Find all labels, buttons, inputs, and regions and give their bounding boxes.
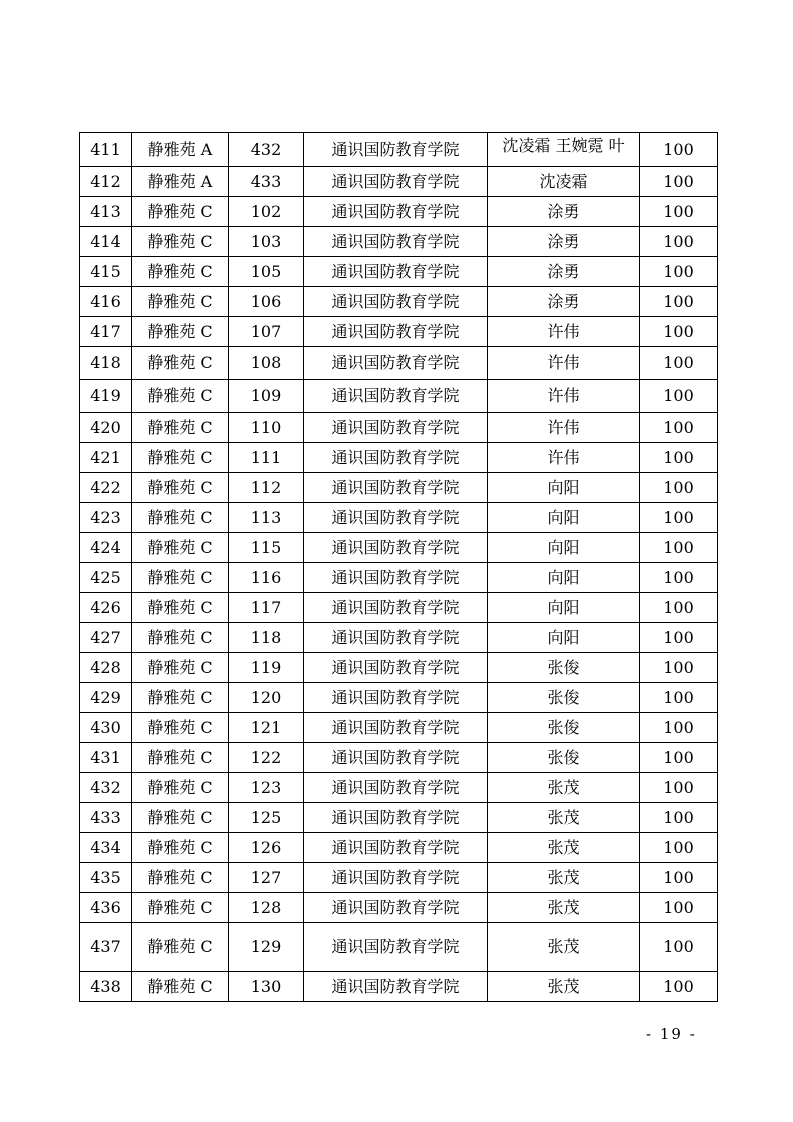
- room-cell: 115: [229, 533, 304, 563]
- building-cell: 静雅苑 C: [132, 503, 229, 533]
- table-row: [80, 347, 718, 380]
- building-cell: 静雅苑 C: [132, 972, 229, 1002]
- college-cell: 通识国防教育学院: [304, 347, 488, 380]
- college-cell: 通识国防教育学院: [304, 533, 488, 563]
- score-cell: 100: [640, 653, 718, 683]
- building-cell: 静雅苑 A: [132, 133, 229, 167]
- score-cell: 100: [640, 893, 718, 923]
- row-number-cell: 427: [80, 623, 132, 653]
- person-cell: 向阳: [488, 623, 640, 653]
- table-row: [80, 133, 718, 167]
- person-cell: 涂勇: [488, 257, 640, 287]
- building-cell: 静雅苑 C: [132, 473, 229, 503]
- building-cell: 静雅苑 C: [132, 773, 229, 803]
- room-cell: 432: [229, 133, 304, 167]
- score-cell: 100: [640, 683, 718, 713]
- table-row: [80, 833, 718, 863]
- college-cell: 通识国防教育学院: [304, 743, 488, 773]
- table-row: [80, 413, 718, 443]
- table-row: [80, 563, 718, 593]
- row-number-cell: 423: [80, 503, 132, 533]
- room-cell: 106: [229, 287, 304, 317]
- score-cell: 100: [640, 863, 718, 893]
- score-cell: 100: [640, 443, 718, 473]
- table-row: [80, 623, 718, 653]
- table-row: [80, 197, 718, 227]
- score-cell: 100: [640, 167, 718, 197]
- building-cell: 静雅苑 C: [132, 287, 229, 317]
- score-cell: 100: [640, 972, 718, 1002]
- college-cell: 通识国防教育学院: [304, 443, 488, 473]
- person-cell: 张茂: [488, 803, 640, 833]
- score-cell: 100: [640, 317, 718, 347]
- table-row: [80, 923, 718, 972]
- college-cell: 通识国防教育学院: [304, 803, 488, 833]
- score-cell: 100: [640, 623, 718, 653]
- row-number-cell: 425: [80, 563, 132, 593]
- score-cell: 100: [640, 503, 718, 533]
- college-cell: 通识国防教育学院: [304, 683, 488, 713]
- room-cell: 116: [229, 563, 304, 593]
- building-cell: 静雅苑 C: [132, 713, 229, 743]
- score-cell: 100: [640, 257, 718, 287]
- college-cell: 通识国防教育学院: [304, 473, 488, 503]
- score-cell: 100: [640, 287, 718, 317]
- row-number-cell: 414: [80, 227, 132, 257]
- building-cell: 静雅苑 C: [132, 893, 229, 923]
- person-cell: 许伟: [488, 413, 640, 443]
- building-cell: 静雅苑 C: [132, 653, 229, 683]
- person-cell: 许伟: [488, 347, 640, 380]
- row-number-cell: 412: [80, 167, 132, 197]
- room-cell: 126: [229, 833, 304, 863]
- row-number-cell: 434: [80, 833, 132, 863]
- table-row: [80, 593, 718, 623]
- person-cell: 张茂: [488, 893, 640, 923]
- college-cell: 通识国防教育学院: [304, 893, 488, 923]
- row-number-cell: 418: [80, 347, 132, 380]
- person-cell: 涂勇: [488, 287, 640, 317]
- room-cell: 111: [229, 443, 304, 473]
- college-cell: 通识国防教育学院: [304, 713, 488, 743]
- college-cell: 通识国防教育学院: [304, 317, 488, 347]
- room-cell: 129: [229, 923, 304, 972]
- table-row: [80, 317, 718, 347]
- row-number-cell: 436: [80, 893, 132, 923]
- college-cell: 通识国防教育学院: [304, 773, 488, 803]
- building-cell: 静雅苑 C: [132, 443, 229, 473]
- building-cell: 静雅苑 C: [132, 227, 229, 257]
- table-row: [80, 863, 718, 893]
- person-cell: 张茂: [488, 972, 640, 1002]
- room-cell: 108: [229, 347, 304, 380]
- person-cell: 张茂: [488, 773, 640, 803]
- building-cell: 静雅苑 C: [132, 257, 229, 287]
- person-cell: 向阳: [488, 503, 640, 533]
- score-cell: 100: [640, 923, 718, 972]
- building-cell: 静雅苑 C: [132, 623, 229, 653]
- person-cell: 许伟: [488, 380, 640, 413]
- room-cell: 117: [229, 593, 304, 623]
- row-number-cell: 421: [80, 443, 132, 473]
- college-cell: 通识国防教育学院: [304, 653, 488, 683]
- room-cell: 433: [229, 167, 304, 197]
- person-cell: 张俊: [488, 713, 640, 743]
- building-cell: 静雅苑 C: [132, 923, 229, 972]
- person-cell: 张茂: [488, 923, 640, 972]
- building-cell: 静雅苑 C: [132, 413, 229, 443]
- table-row: [80, 380, 718, 413]
- room-cell: 127: [229, 863, 304, 893]
- room-cell: 102: [229, 197, 304, 227]
- person-cell: 向阳: [488, 593, 640, 623]
- room-cell: 112: [229, 473, 304, 503]
- room-cell: 107: [229, 317, 304, 347]
- score-cell: 100: [640, 773, 718, 803]
- room-cell: 125: [229, 803, 304, 833]
- table-row: [80, 167, 718, 197]
- row-number-cell: 411: [80, 133, 132, 167]
- room-cell: 110: [229, 413, 304, 443]
- row-number-cell: 428: [80, 653, 132, 683]
- table-row: [80, 503, 718, 533]
- room-assignment-table: [79, 132, 718, 1002]
- page-number: - 19 -: [646, 1025, 697, 1043]
- building-cell: 静雅苑 C: [132, 317, 229, 347]
- table-row: [80, 743, 718, 773]
- room-cell: 121: [229, 713, 304, 743]
- table-row: [80, 257, 718, 287]
- row-number-cell: 438: [80, 972, 132, 1002]
- room-cell: 109: [229, 380, 304, 413]
- person-cell: 沈凌霜 王婉霓 叶: [488, 133, 640, 167]
- college-cell: 通识国防教育学院: [304, 197, 488, 227]
- table-row: [80, 803, 718, 833]
- person-cell: 许伟: [488, 443, 640, 473]
- room-cell: 103: [229, 227, 304, 257]
- building-cell: 静雅苑 C: [132, 833, 229, 863]
- college-cell: 通识国防教育学院: [304, 287, 488, 317]
- building-cell: 静雅苑 C: [132, 533, 229, 563]
- table-row: [80, 972, 718, 1002]
- table-row: [80, 653, 718, 683]
- table-row: [80, 893, 718, 923]
- college-cell: 通识国防教育学院: [304, 257, 488, 287]
- row-number-cell: 417: [80, 317, 132, 347]
- score-cell: 100: [640, 743, 718, 773]
- person-cell: 向阳: [488, 473, 640, 503]
- person-cell: 许伟: [488, 317, 640, 347]
- row-number-cell: 424: [80, 533, 132, 563]
- college-cell: 通识国防教育学院: [304, 623, 488, 653]
- score-cell: 100: [640, 197, 718, 227]
- row-number-cell: 426: [80, 593, 132, 623]
- row-number-cell: 430: [80, 713, 132, 743]
- score-cell: 100: [640, 533, 718, 563]
- college-cell: 通识国防教育学院: [304, 972, 488, 1002]
- table-row: [80, 773, 718, 803]
- room-cell: 130: [229, 972, 304, 1002]
- row-number-cell: 433: [80, 803, 132, 833]
- room-cell: 122: [229, 743, 304, 773]
- building-cell: 静雅苑 C: [132, 743, 229, 773]
- score-cell: 100: [640, 803, 718, 833]
- college-cell: 通识国防教育学院: [304, 563, 488, 593]
- person-cell: 向阳: [488, 533, 640, 563]
- building-cell: 静雅苑 C: [132, 863, 229, 893]
- person-cell: 张茂: [488, 833, 640, 863]
- table-row: [80, 713, 718, 743]
- college-cell: 通识国防教育学院: [304, 133, 488, 167]
- row-number-cell: 432: [80, 773, 132, 803]
- person-cell: 沈凌霜: [488, 167, 640, 197]
- college-cell: 通识国防教育学院: [304, 833, 488, 863]
- row-number-cell: 420: [80, 413, 132, 443]
- row-number-cell: 437: [80, 923, 132, 972]
- person-cell: 涂勇: [488, 227, 640, 257]
- room-cell: 128: [229, 893, 304, 923]
- score-cell: 100: [640, 593, 718, 623]
- score-cell: 100: [640, 473, 718, 503]
- building-cell: 静雅苑 C: [132, 593, 229, 623]
- row-number-cell: 419: [80, 380, 132, 413]
- person-cell: 张俊: [488, 653, 640, 683]
- building-cell: 静雅苑 C: [132, 563, 229, 593]
- building-cell: 静雅苑 C: [132, 803, 229, 833]
- score-cell: 100: [640, 563, 718, 593]
- college-cell: 通识国防教育学院: [304, 923, 488, 972]
- building-cell: 静雅苑 A: [132, 167, 229, 197]
- table-row: [80, 287, 718, 317]
- college-cell: 通识国防教育学院: [304, 167, 488, 197]
- room-cell: 118: [229, 623, 304, 653]
- person-cell: 张俊: [488, 743, 640, 773]
- college-cell: 通识国防教育学院: [304, 380, 488, 413]
- row-number-cell: 416: [80, 287, 132, 317]
- building-cell: 静雅苑 C: [132, 683, 229, 713]
- person-cell: 向阳: [488, 563, 640, 593]
- college-cell: 通识国防教育学院: [304, 863, 488, 893]
- room-cell: 123: [229, 773, 304, 803]
- college-cell: 通识国防教育学院: [304, 413, 488, 443]
- room-cell: 105: [229, 257, 304, 287]
- table-row: [80, 443, 718, 473]
- row-number-cell: 429: [80, 683, 132, 713]
- room-cell: 113: [229, 503, 304, 533]
- row-number-cell: 415: [80, 257, 132, 287]
- score-cell: 100: [640, 227, 718, 257]
- person-cell: 张茂: [488, 863, 640, 893]
- college-cell: 通识国防教育学院: [304, 503, 488, 533]
- row-number-cell: 413: [80, 197, 132, 227]
- score-cell: 100: [640, 347, 718, 380]
- building-cell: 静雅苑 C: [132, 197, 229, 227]
- table-row: [80, 683, 718, 713]
- score-cell: 100: [640, 833, 718, 863]
- score-cell: 100: [640, 380, 718, 413]
- score-cell: 100: [640, 713, 718, 743]
- room-cell: 119: [229, 653, 304, 683]
- building-cell: 静雅苑 C: [132, 380, 229, 413]
- person-cell: 张俊: [488, 683, 640, 713]
- college-cell: 通识国防教育学院: [304, 593, 488, 623]
- score-cell: 100: [640, 133, 718, 167]
- table-row: [80, 533, 718, 563]
- table-row: [80, 227, 718, 257]
- score-cell: 100: [640, 413, 718, 443]
- row-number-cell: 431: [80, 743, 132, 773]
- person-cell: 涂勇: [488, 197, 640, 227]
- row-number-cell: 435: [80, 863, 132, 893]
- table-row: [80, 473, 718, 503]
- college-cell: 通识国防教育学院: [304, 227, 488, 257]
- room-cell: 120: [229, 683, 304, 713]
- row-number-cell: 422: [80, 473, 132, 503]
- building-cell: 静雅苑 C: [132, 347, 229, 380]
